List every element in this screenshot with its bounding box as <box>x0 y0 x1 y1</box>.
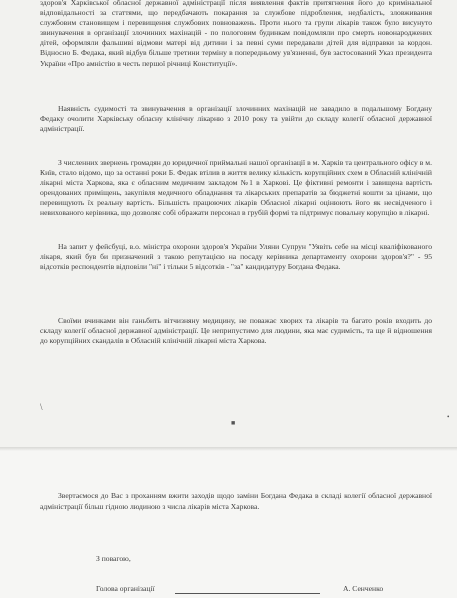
scan-mark: • <box>447 413 450 421</box>
request-paragraph <box>40 491 432 512</box>
paragraph-3-text: З численних звернень громадян до юридичної приймальні нашої організації в м. Харків та центрального офісу в м. Київ, стало відомо, що за останні роки Б. Федак втілив в життя велику кількість корупційних схем в Обласній клінічній лікарні міста Харкова, яка є обласним медичним закладом №1 в Харкові. Це фіктивні ремонти і завищена вартість орендованих приміщень, закупівля медичного обладнання та лікарських препаратів за бюджетні кошти за цінами, що перевищують їх реальну вартість. Більшість працюючих лікарів Обласної лікарні оцінюють його як несвідченого і невихованого керівника, що дозволяє собі ображати персонал в грубій формі та підтримує повальну корупцію в лікарні. <box>40 158 432 218</box>
signer-name: А. Сенченко <box>343 584 384 593</box>
request-text: Звертаємося до Вас з проханням вжити заходів щодо заміни Богдана Федака в складі колегії обласної державної адміністрації більш гідною людиною з числа лікарів міста Харкова. <box>40 491 432 511</box>
scan-mark: ■ <box>231 419 236 427</box>
scan-mark: \ <box>40 402 43 412</box>
signature-line <box>175 593 320 594</box>
paragraph-3 <box>40 158 432 239</box>
paragraph-1: здоров'я Харківської обласної державної адміністрації після виявлення фактів притягнення його до кримінальної відповідальності за статтями, що передбачають покарання за службове підроблення, недбалість, зловживання службовим становищем і перевищення службових повноважень. Проти нього та групи лікарів також було висунуто звинувачення в організації злочинних махінацій - по пологовим будинкам повідомляли про смерть новонароджених дітей, оформляли фальшиві відмови матері від дитини і за певні суми передавали дітей для відправки за кордон. Відносно Б. Федака, який відбув більше третини терміну в попередньому ув'язненні, був застосований Указ президента України «Про амністію в честь першої річниці Конституції». <box>40 0 432 68</box>
paragraph-2-text: Наявність судимості та звинувачення в організації злочинних махінацій не завадило в подальшому Богдану Федаку очолити Харківську обласну клінічну лікарню з 2010 року та увійти до складу колегії обласної державної адміністрації. <box>40 104 432 134</box>
paragraph-5-text: Своїми вчинками він ганьбить вітчизняну медицину, не поважає хворих та лікарів та багато років входить до складу колегії обласної державної адміністрації. Це неприпустимо для людини, яка має судимість, та ще й відношення до корупційних скандалів в Обласній клінічній лікарні міста Харкова. <box>40 316 432 346</box>
paragraph-5 <box>40 316 432 359</box>
closing-respect: З повагою, <box>96 554 131 563</box>
paragraph-2 <box>40 104 432 156</box>
paragraph-4 <box>40 242 432 314</box>
signer-position: Голова організації <box>96 584 155 593</box>
document-page-2 <box>0 451 457 598</box>
paragraph-4-text: На запит у фейсбуці, в.о. міністра охорони здоров'я України Уляни Супрун "Уявіть себе на місці кваліфікованого лікаря, який був би призначений з такою репутацією на посаду керівника департаменту охорони здоров'я?" - 95 відсотків респондентів відповіли "ні" і тільки 5 відсотків - "за" кандидатуру Богдана Федака. <box>40 242 432 272</box>
